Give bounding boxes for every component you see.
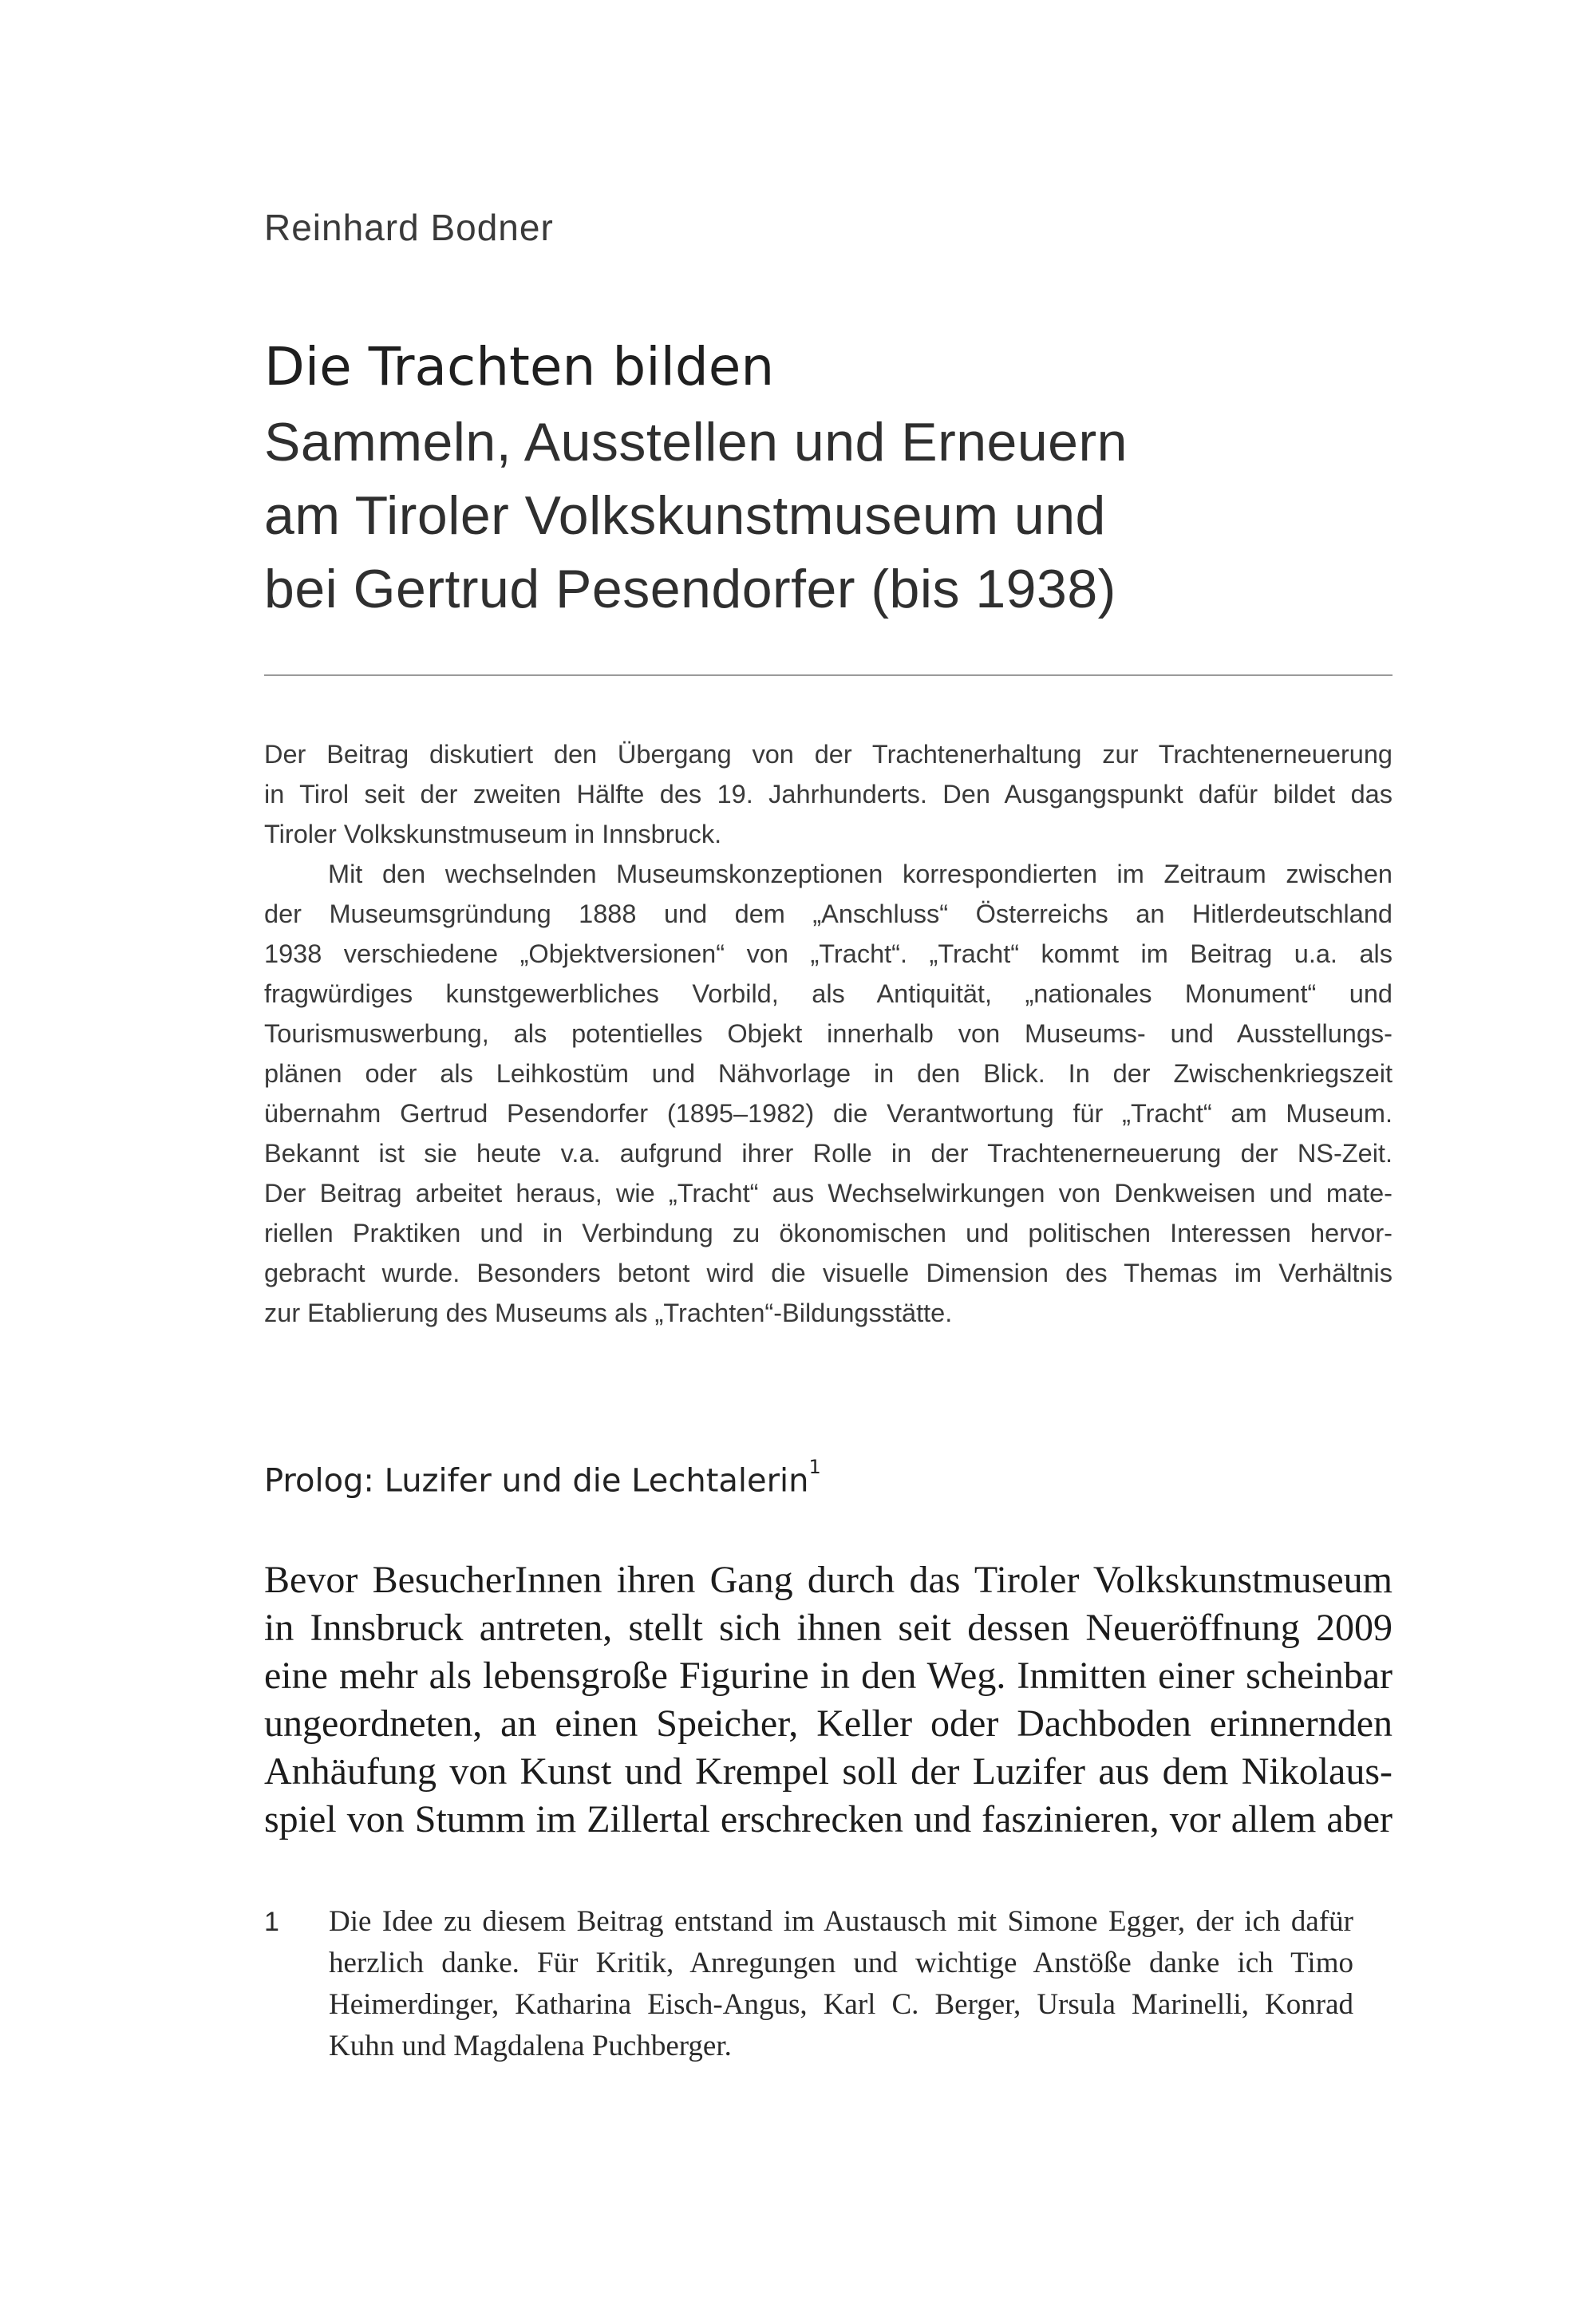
footnote-line: Heimerdinger, Katharina Eisch-Angus, Karl C. Berger, Ursula Marinelli, Konrad: [329, 1988, 1353, 2021]
title-divider: [264, 674, 1393, 676]
article-title: Die Trachten bilden: [264, 336, 775, 397]
body-line: eine mehr als lebensgroße Figurine in den Weg. Inmitten einer scheinbar: [264, 1655, 1393, 1697]
abstract-line: riellen Praktiken und in Verbindung zu ökonomischen und politischen Interessen hervor-: [264, 1219, 1393, 1247]
abstract-line: plänen oder als Leihkostüm und Nähvorlage in den Blick. In der Zwischenkriegszeit: [264, 1059, 1393, 1088]
abstract-line: der Museumsgründung 1888 und dem „Anschluss“ Österreichs an Hitlerdeutschland: [264, 899, 1393, 928]
author-name: Reinhard Bodner: [264, 207, 554, 248]
body-line: spiel von Stumm im Zillertal erschrecken und faszinieren, vor allem aber: [264, 1798, 1393, 1840]
body-line: in Innsbruck antreten, stellt sich ihnen seit dessen Neueröffnung 2009: [264, 1607, 1393, 1649]
abstract-line: zur Etablierung des Museums als „Trachten“-Bildungsstätte.: [264, 1299, 953, 1327]
section-heading: [264, 1456, 821, 1500]
subtitle-line: am Tiroler Volkskunstmuseum und: [264, 485, 1106, 546]
subtitle-line: Sammeln, Ausstellen und Erneuern: [264, 412, 1128, 472]
abstract-line: Mit den wechselnden Museumskonzeptionen korrespondierten im Zeitraum zwischen: [328, 860, 1393, 888]
abstract-line: fragwürdiges kunstgewerbliches Vorbild, als Antiquität, „nationales Monument“ und: [264, 979, 1393, 1008]
body-line: Anhäufung von Kunst und Krempel soll der Luzifer aus dem Nikolaus-: [264, 1750, 1393, 1793]
subtitle-line: bei Gertrud Pesendorfer (bis 1938): [264, 559, 1116, 619]
footnote-text: [329, 1901, 1353, 2067]
article-subtitle: [264, 405, 1128, 626]
footnote-line: Die Idee zu diesem Beitrag entstand im Austausch mit Simone Egger, der ich dafür: [329, 1905, 1353, 1938]
abstract-line: Der Beitrag diskutiert den Übergang von der Trachtenerhaltung zur Trachtenerneuerung: [264, 740, 1393, 769]
footnote-number: 1: [264, 1907, 279, 1937]
abstract-line: übernahm Gertrud Pesendorfer (1895–1982) die Verantwortung für „Tracht“ am Museum.: [264, 1099, 1393, 1128]
footnote-line: herzlich danke. Für Kritik, Anregungen und wichtige Anstöße danke ich Timo: [329, 1947, 1353, 1979]
body-line: Bevor BesucherInnen ihren Gang durch das Tiroler Volkskunstmuseum: [264, 1559, 1393, 1601]
abstract-line: Der Beitrag arbeitet heraus, wie „Tracht“ aus Wechselwirkungen von Denkweisen und mate-: [264, 1179, 1393, 1208]
abstract-line: Bekannt ist sie heute v.a. aufgrund ihrer Rolle in der Trachtenerneuerung der NS-Zeit.: [264, 1139, 1393, 1168]
abstract: [264, 734, 1393, 1333]
section-heading-text: Prolog: Luzifer und die Lechtalerin: [264, 1462, 809, 1500]
body-paragraph: [264, 1556, 1393, 1844]
abstract-line: in Tirol seit der zweiten Hälfte des 19. Jahrhunderts. Den Ausgangspunkt dafür bildet das: [264, 780, 1393, 809]
abstract-line: gebracht wurde. Besonders betont wird die visuelle Dimension des Themas im Verhältnis: [264, 1259, 1393, 1287]
abstract-line: Tiroler Volkskunstmuseum in Innsbruck.: [264, 820, 722, 848]
abstract-line: 1938 verschiedene „Objektversionen“ von „Tracht“. „Tracht“ kommt im Beitrag u.a. als: [264, 939, 1393, 968]
footnote-line: Kuhn und Magdalena Puchberger.: [329, 2030, 732, 2062]
footnote-reference[interactable]: 1: [808, 1456, 821, 1478]
abstract-line: Tourismuswerbung, als potentielles Objekt innerhalb von Museums- und Ausstellungs-: [264, 1019, 1393, 1048]
body-line: ungeordneten, an einen Speicher, Keller oder Dachboden erinnernden: [264, 1702, 1393, 1745]
